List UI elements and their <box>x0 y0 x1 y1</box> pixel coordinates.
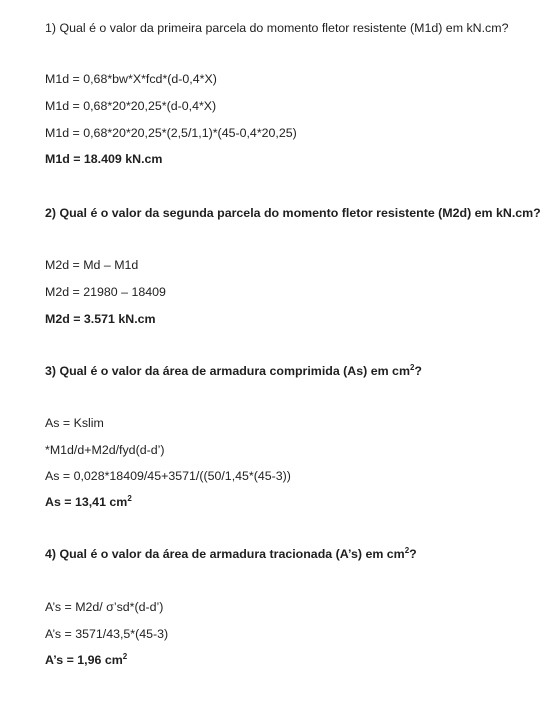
superscript: 2 <box>404 546 410 555</box>
answer-3 <box>45 494 132 510</box>
answer-1: M1d = 18.409 kN.cm <box>45 152 163 166</box>
question-mark: ? <box>414 364 422 378</box>
answer-4-text: A’s = 1,96 cm <box>45 653 123 667</box>
question-mark: ? <box>409 547 417 561</box>
superscript: 2 <box>127 494 132 503</box>
formula-line: As = Kslim <box>45 416 104 430</box>
answer-2: M2d = 3.571 kN.cm <box>45 312 156 326</box>
formula-line: A’s = M2d/ σ’sd*(d-d’) <box>45 600 164 614</box>
question-1: 1) Qual é o valor da primeira parcela do momento fletor resistente (M1d) em kN.cm? <box>45 21 509 35</box>
answer-4 <box>45 652 127 668</box>
question-3 <box>45 363 422 379</box>
formula-line: M1d = 0,68*20*20,25*(2,5/1,1)*(45-0,4*20,25) <box>45 126 297 140</box>
formula-line: As = 0,028*18409/45+3571/((50/1,45*(45-3)) <box>45 469 291 483</box>
superscript: 2 <box>122 652 128 661</box>
formula-line: M2d = Md – M1d <box>45 258 139 272</box>
superscript: 2 <box>409 363 415 372</box>
formula-line: M1d = 0,68*20*20,25*(d-0,4*X) <box>45 99 217 113</box>
question-4-text: 4) Qual é o valor da área de armadura tracionada (A’s) em cm <box>45 547 405 561</box>
question-3-text: 3) Qual é o valor da área de armadura comprimida (As) em cm <box>45 364 410 378</box>
formula-line: M2d = 21980 – 18409 <box>45 285 166 299</box>
answer-3-text: As = 13,41 cm <box>45 495 128 509</box>
question-2: 2) Qual é o valor da segunda parcela do momento fletor resistente (M2d) em kN.cm? <box>45 206 541 220</box>
question-4 <box>45 546 417 562</box>
formula-line: M1d = 0,68*bw*X*fcd*(d-0,4*X) <box>45 72 217 86</box>
formula-line: A’s = 3571/43,5*(45-3) <box>45 627 169 641</box>
formula-line: *M1d/d+M2d/fyd(d-d’) <box>45 443 165 457</box>
